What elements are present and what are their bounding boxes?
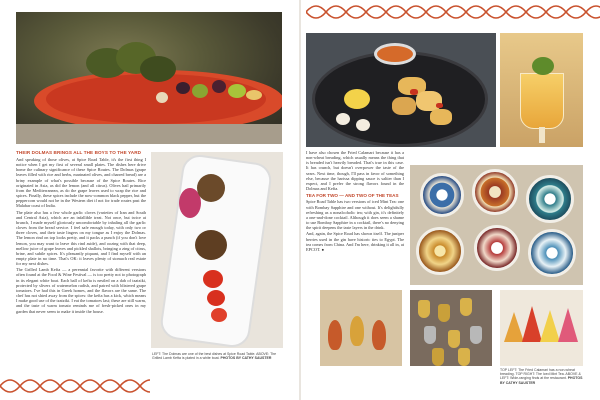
caption-left [152,352,280,360]
caption-left-credit: PHOTOS BY CATHY SAUSTER [220,356,272,361]
moorish-border-top [306,0,600,26]
caption-right [500,368,584,385]
moorish-border-bottom [0,372,150,400]
dolmas-photo [16,12,282,144]
headline-tea: TEA FOR TWO — AND TWO OF THE TEAS [306,193,399,199]
caption-right-credit: PHOTOS BY CATHY SAUSTER [500,376,583,385]
decorative-plates-photo [410,165,583,285]
fried-calamari-photo [306,33,496,147]
page-gutter [299,0,301,400]
paragraph-2: The plate also has a few whole garlic cloves (varieties of Iran and South and Central Asia), which are an infallible treat. Not once, but twice at brunch, I made myself gloriously uncomfortable by inhaling all the garlic cloves from the bread service. I feel safe enough today, with only two or three cloves, and their taste lingers on my tongue as I enjoy the Dolmas. The lemon rind on top looks pretty, and it packs a punch (if you don't love lemon, you may want to leave this rind aside), and oozing with that deep, mellow juice of grape leaves and pickled shallots, bringing a zing of citrus, brine, and subtle spices. It's pleasantly piquant, and I find myself with an empty plate in no time. That's OK: it leaves plenty of stomach real estate for my next dishes. [16,209,146,267]
paragraph-calamari: I have also chosen the Fried Calamari because it has a non-wheat breading, which usually means the thing that is breaded isn't heavily breaded. That's true in this case. It has crunch, but doesn't overpower the taste of the sears. Next time, though, I'll pass in favor of something else, because the harissa dipping sauce is saltier than I expect, and I prefer the strong flavors found in the Dolmas and Kefta. [306,150,404,192]
paragraph-3: The Grilled Lamb Kefta — a perennial favorite with different versions often found at the Food & Wine Festival — is too pretty not to photograph in its elegant white boat. Each ball of kefta is nestled on a dab of tzatziki, protected by slivers of watermelon radish, and paired with blistered grape tomatoes. I've had this in Greek homes, and the flavors are the same. The chef has not shied away from the spices: the kefta has a kick, which means I make good use of the tzatziki. I eat the tomatoes last; these are still warm, and the taste of warm tomato reminds me of fresh-picked ones in my garden that never seem to make it inside the house. [16,267,146,314]
cushions-photo [320,290,402,366]
caption-left-text: LEFT: The Dolmas are one of the best dishes at Spice Road Table. ABOVE: The Grilled Lamb Kefta is plated in a white boat. [152,352,277,361]
lamb-kefta-photo [151,152,283,348]
body-column-left [16,157,146,372]
paragraph-tea-2: And, again, the Spice Road has shown itself. The juniper berries used in the gin have historic ties to Egypt. The tea comes from China. And I'm here, drinking it all in, at EPCOT. ● [306,231,404,252]
paragraph-1: And speaking of those olives, at Spice Road Table, it's the first thing I notice when I get my first of several small plates. The dishes here drive home the culinary significance of these Spice Routes. The Dolmas (grape leaves filled with rice and herbs, marinated olives, and charred bread) are a briny example of what's possible because of the Spice Routes. Rice originated in Asia, as did the lemon (and all citrus). Olives hail primarily from the Mediterranean, as do the grape leaves used to wrap the rice and spices. Finally, these spices include the now-common black pepper, but the peppercorn would not be in the Western diet if not for trade routes past the Malabar coast of India. [16,157,146,209]
headline-dolmas: THEIR DOLMAS BRINGS ALL THE BOYS TO THE YARD [16,150,142,155]
paragraph-tea: Spice Road Table has two versions of iced Mint Tea: one with Bombay Sapphire and one without. It's delightfully refreshing as a nonalcoholic tea; with gin, it's definitely a one-and-done cocktail. Although it does seem a shame to use Bombay Sapphire in a cocktail, there's no denying the spirit deepens the taste layers in the drink. [306,199,404,231]
spices-photo [500,290,583,366]
caption-right-text: TOP LEFT: The Fried Calamari has a non-wheat breading. TOP RIGHT: The Iced Mint Tea. ABOVE & LEFT: Wide-ranging finds at the restaurant. [500,368,581,381]
iced-mint-tea-photo [500,33,583,147]
lanterns-photo [410,290,492,366]
body-column-right [306,150,404,290]
